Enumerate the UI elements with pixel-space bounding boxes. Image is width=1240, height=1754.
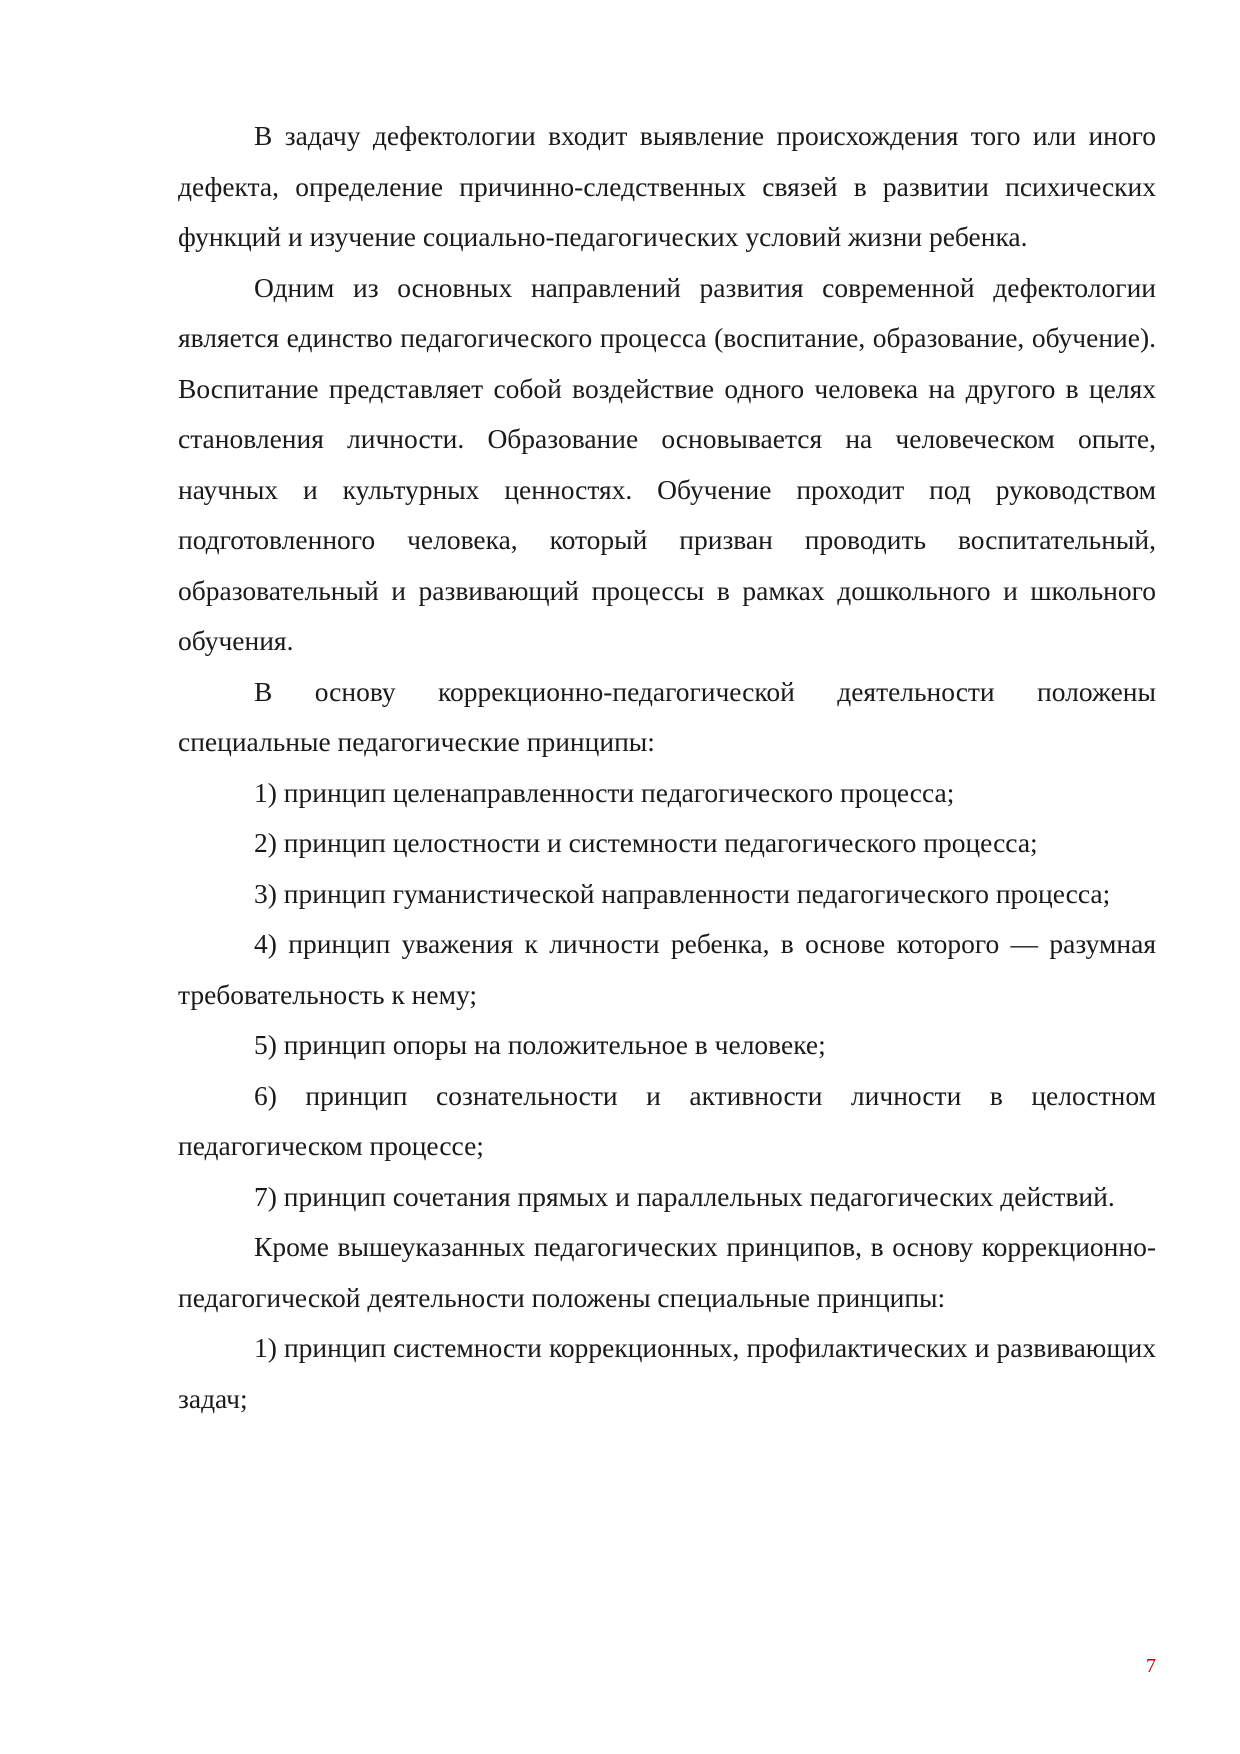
list-item-principle-6: 6) принцип сознательности и активности личности в целостном педагогическом процессе; <box>178 1079 1156 1161</box>
list-item-special-principle-1: 1) принцип системности коррекционных, профилактических и развивающих задач; <box>178 1332 1156 1414</box>
list-item-principle-7: 7) принцип сочетания прямых и параллельных педагогических действий. <box>254 1180 1115 1212</box>
document-body <box>178 111 1156 1424</box>
list-item-principle-2: 2) принцип целостности и системности педагогического процесса; <box>254 827 1038 858</box>
paragraph-special-principles-intro: Кроме вышеуказанных педагогических принципов, в основу коррекционно-педагогической деятельности положены специальные принципы: <box>178 1231 1156 1313</box>
paragraph-directions: Одним из основных направлений развития современной дефектологии является единство педагогического процесса (воспитание, образование, обучение). Воспитание представляет собой воздействие одного человека на другого в целях становления личности. Образование основывается на человеческом опыте, научных и культурных ценностях. Обучение проходит под руководством подготовленного человека, который призван проводить воспитательный, образовательный и развивающий процессы в рамках дошкольного и школьного обучения. <box>178 271 1156 656</box>
paragraph-defectology-task: В задачу дефектологии входит выявление происхождения того или иного дефекта, определение причинно-следственных связей в развитии психических функций и изучение социально-педагогических условий жизни ребенка. <box>178 120 1156 252</box>
paragraph-principles-intro: В основу коррекционно-педагогической деятельности положены специальные педагогические принципы: <box>178 675 1156 757</box>
page-number: 7 <box>1146 1655 1156 1677</box>
list-item-principle-5: 5) принцип опоры на положительное в человеке; <box>254 1029 826 1060</box>
list-item-principle-3: 3) принцип гуманистической направленности педагогического процесса; <box>254 877 1111 909</box>
list-item-principle-1: 1) принцип целенаправленности педагогического процесса; <box>254 776 955 808</box>
list-item-principle-4: 4) принцип уважения к личности ребенка, в основе которого — разумная требовательность к нему; <box>178 928 1156 1010</box>
